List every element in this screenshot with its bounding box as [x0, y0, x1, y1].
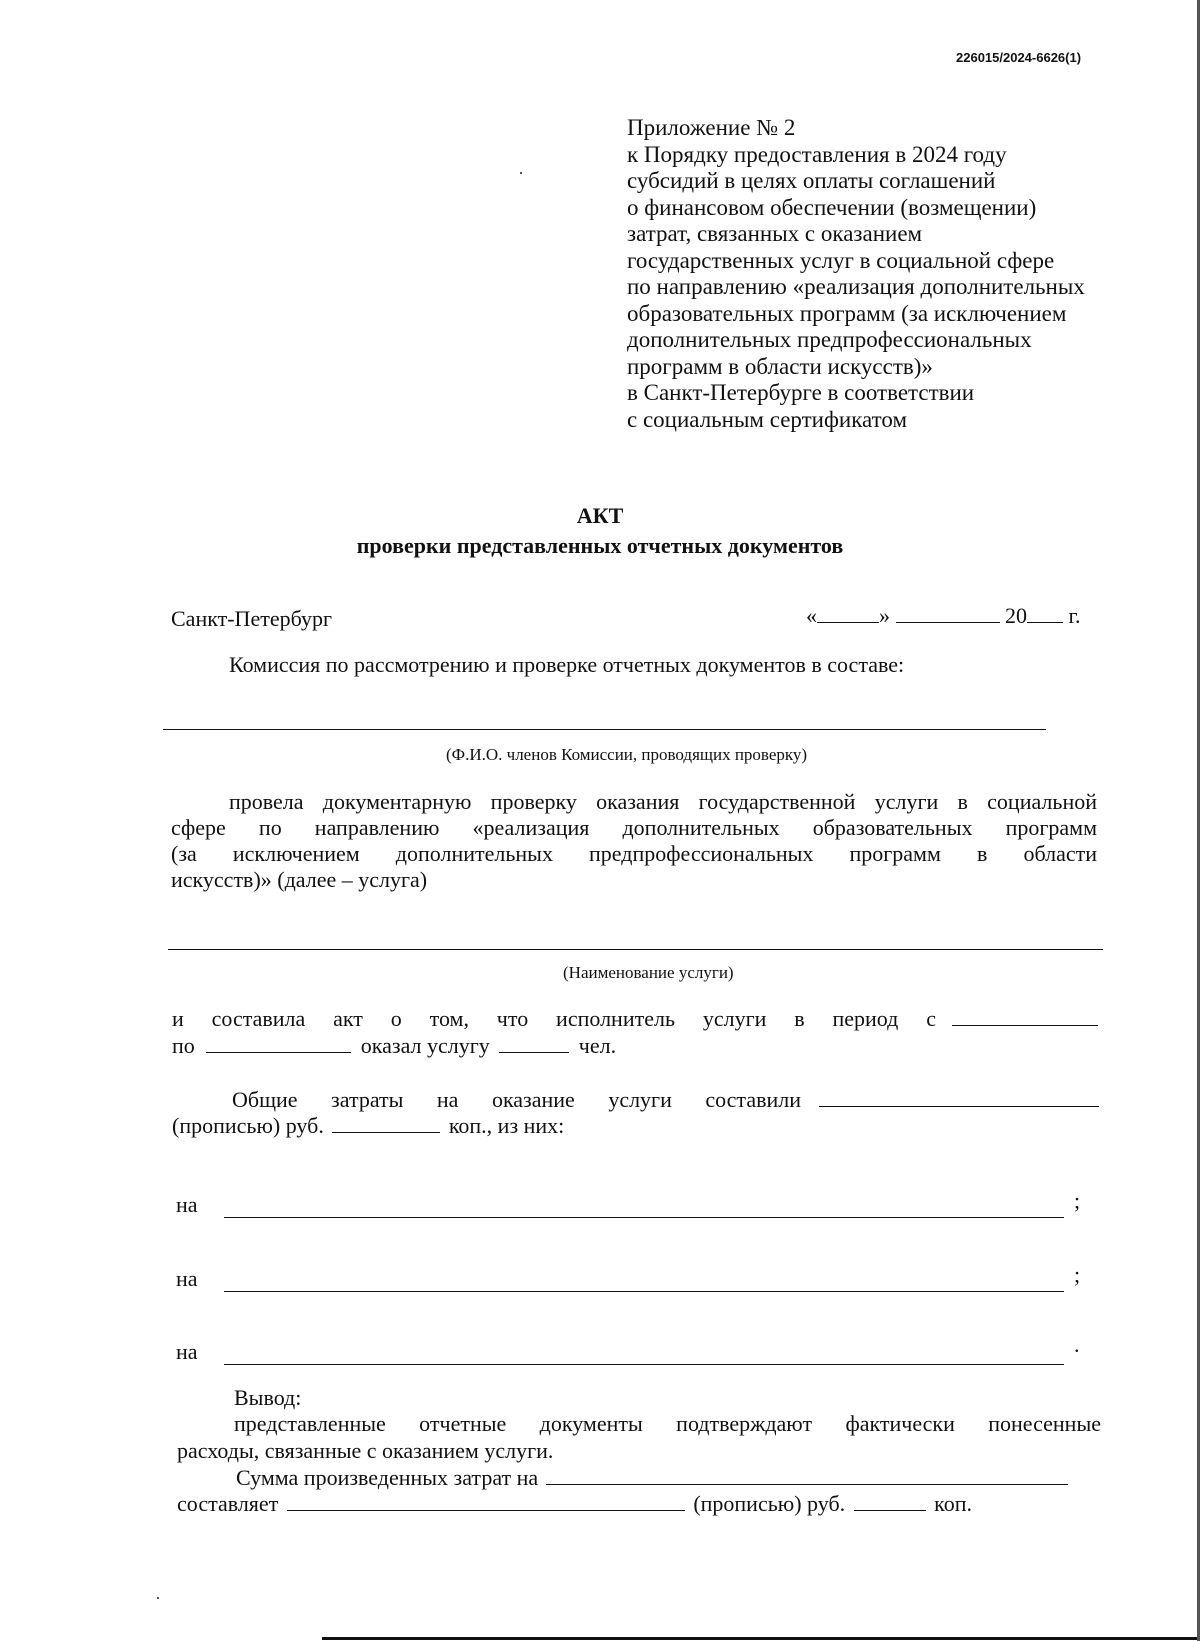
period-to-label: по	[172, 1033, 195, 1058]
check-paragraph-line2: сфере по направлению «реализация дополнительных образовательных программ	[171, 815, 1097, 840]
people-unit: чел.	[578, 1033, 617, 1058]
people-count-blank[interactable]	[499, 1034, 569, 1053]
appendix-line: государственных услуг в социальной сфере	[627, 247, 1055, 273]
date-close-quote: »	[879, 603, 890, 628]
date-field	[806, 603, 1081, 629]
costs-of-which-label: коп., из них:	[448, 1113, 565, 1138]
check-paragraph-line3: (за исключением дополнительных предпрофессиональных программ в области	[171, 841, 1097, 866]
rubles-words-label: (прописью) руб.	[172, 1113, 324, 1138]
appendix-line: субсидий в целях оплаты соглашений	[627, 168, 996, 193]
cost-item-label: на	[176, 1192, 198, 1217]
commission-caption: (Ф.И.О. членов Комиссии, проводящих проверку)	[446, 745, 808, 764]
costs-line1	[232, 1087, 1099, 1113]
kopecks-blank[interactable]	[332, 1114, 440, 1133]
amount-kopecks-blank[interactable]	[854, 1492, 926, 1511]
appendix-line: к Порядку предоставления в 2024 году	[627, 141, 1007, 167]
appendix-line: о финансовом обеспечении (возмещении)	[627, 194, 1037, 220]
sum-purpose-blank[interactable]	[546, 1466, 1068, 1485]
cost-item-line[interactable]	[224, 1291, 1064, 1292]
appendix-line: Приложение № 2	[627, 115, 796, 140]
appendix-line: программ в области искусств)»	[627, 353, 933, 379]
period-line2	[172, 1033, 616, 1059]
sum-label: Сумма произведенных затрат на	[236, 1465, 539, 1490]
day-blank[interactable]	[817, 604, 879, 623]
appendix-block	[627, 115, 1085, 433]
service-name-line[interactable]	[168, 949, 1103, 950]
check-paragraph-line4: искусств)» (далее – услуга)	[171, 867, 428, 892]
commission-members-line[interactable]	[163, 729, 1046, 730]
costs-text: Общие затраты на оказание услуги составили	[232, 1087, 801, 1112]
period-start-blank[interactable]	[952, 1007, 1098, 1026]
document-subtitle: проверки представленных отчетных документов	[356, 533, 844, 558]
costs-line2	[172, 1113, 564, 1139]
cost-item-line[interactable]	[224, 1217, 1064, 1218]
document-serial-number: 226015/2024-6626(1)	[956, 50, 1082, 65]
scan-dot	[157, 1597, 159, 1599]
appendix-line: затрат, связанных с оказанием	[627, 221, 923, 246]
year-prefix: 20	[1005, 603, 1027, 628]
conclusion-heading: Вывод:	[234, 1385, 302, 1410]
month-blank[interactable]	[896, 604, 1000, 623]
scan-bottom-edge	[322, 1637, 1200, 1640]
served-label: оказал услугу	[360, 1033, 490, 1058]
amount-words-blank[interactable]	[287, 1492, 685, 1511]
conclusion-line1: представленные отчетные документы подтверждают фактически понесенные	[234, 1411, 1101, 1436]
conclusion-line2: расходы, связанные с оказанием услуги.	[177, 1438, 554, 1463]
cost-item-label: на	[176, 1339, 198, 1364]
appendix-line: с социальным сертификатом	[627, 406, 907, 432]
amount-line	[177, 1491, 972, 1517]
scan-dot	[520, 172, 522, 174]
cost-item-end: ;	[1074, 1188, 1081, 1213]
appendix-line: в Санкт-Петербурге в соответствии	[627, 380, 975, 405]
document-title: АКТ	[576, 503, 624, 528]
amount-kopecks-label: коп.	[934, 1491, 972, 1516]
year-suffix: г.	[1068, 603, 1081, 628]
cost-item-end: ;	[1074, 1262, 1081, 1287]
sum-line	[236, 1465, 1068, 1491]
appendix-line: образовательных программ (за исключением	[627, 300, 1067, 326]
period-text: и составила акт о том, что исполнитель услуги в период с	[172, 1006, 936, 1031]
year-blank[interactable]	[1027, 604, 1063, 623]
cost-item-label: на	[176, 1266, 198, 1291]
appendix-line: дополнительных предпрофессиональных	[627, 327, 1032, 352]
period-line1	[172, 1006, 1098, 1032]
amount-rubles-label: (прописью) руб.	[693, 1491, 846, 1516]
check-paragraph-line1: провела документарную проверку оказания государственной услуги в социальной	[229, 789, 1097, 814]
cost-item-line[interactable]	[224, 1364, 1064, 1365]
place-name: Санкт-Петербург	[171, 606, 332, 631]
cost-item-end: .	[1074, 1332, 1080, 1357]
total-costs-blank[interactable]	[819, 1088, 1099, 1107]
amount-label: составляет	[177, 1491, 279, 1516]
date-open-quote: «	[806, 603, 817, 628]
period-end-blank[interactable]	[206, 1034, 351, 1053]
appendix-line: по направлению «реализация дополнительных	[627, 274, 1085, 299]
service-caption: (Наименование услуги)	[563, 963, 734, 982]
commission-intro: Комиссия по рассмотрению и проверке отчетных документов в составе:	[229, 652, 905, 677]
